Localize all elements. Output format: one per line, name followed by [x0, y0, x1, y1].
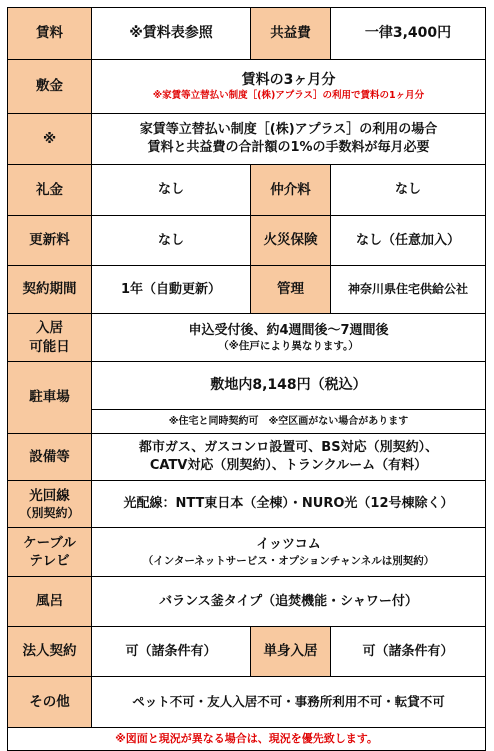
contract-label: 契約期間: [8, 266, 92, 314]
deposit-note: ※家賃等立替払い制度［(株)アプラス］の利用で賃料の1ヶ月分: [152, 89, 425, 101]
fiber-value: 光配線：NTT東日本（全棟）・NURO光（12号棟除く）: [92, 481, 486, 528]
row-contract: [8, 266, 486, 314]
row-bath: [8, 577, 486, 627]
common-fee-value: 一律3,400円: [331, 8, 486, 60]
rent-value: ※賃料表参照: [92, 8, 251, 60]
parking-note: ※住宅と同時契約可 ※空区画がない場合があります: [168, 415, 409, 427]
move-in-label-line2: 可能日: [29, 338, 70, 355]
facilities-line2: CATV対応（別契約）、トランクルーム（有料）: [149, 458, 428, 473]
row-move-in: [8, 314, 486, 362]
single-occupancy-label: 単身入居: [251, 627, 331, 677]
other-value: ペット不可・友人入居不可・事務所利用不可・転貸不可: [92, 677, 486, 728]
row-parking: [8, 362, 486, 434]
facilities-line1: 都市ガス、ガスコンロ設置可、BS対応（別契約）、: [138, 440, 439, 456]
brokerage-value: なし: [331, 165, 486, 216]
row-footer: [8, 728, 486, 751]
cable-label-line1: ケーブル: [23, 534, 76, 551]
parking-note-box: [92, 410, 485, 433]
row-other: [8, 677, 486, 728]
kome-line1: 家賃等立替払い制度［(株)アプラス］の利用の場合: [139, 122, 438, 138]
facilities-cell: [92, 434, 486, 481]
property-terms-sheet: [7, 7, 485, 751]
move-in-label-line1: 入居: [36, 320, 63, 337]
fire-insurance-value: なし（任意加入）: [331, 216, 486, 266]
fiber-label: [8, 481, 92, 528]
cable-cell: [92, 528, 486, 577]
row-kome: [8, 114, 486, 165]
cable-line1: イッツコム: [256, 537, 321, 553]
row-rent: [8, 8, 486, 60]
deposit-value: 賃料の3ヶ月分: [241, 71, 336, 88]
parking-value: 敷地内8,148円（税込）: [210, 377, 367, 394]
renewal-label: 更新料: [8, 216, 92, 266]
row-facilities: [8, 434, 486, 481]
move-in-line1: 申込受付後、約4週間後～7週間後: [188, 322, 389, 338]
other-label: その他: [8, 677, 92, 728]
bath-value: バランス釜タイプ（追焚機能・シャワー付）: [92, 577, 486, 627]
footer-note: ※図面と現況が異なる場合は、現況を優先致します。: [8, 728, 486, 751]
fire-insurance-label: 火災保険: [251, 216, 331, 266]
move-in-cell: [92, 314, 486, 362]
key-money-value: なし: [92, 165, 251, 216]
move-in-label: [8, 314, 92, 362]
management-label: 管理: [251, 266, 331, 314]
key-money-label: 礼金: [8, 165, 92, 216]
terms-table: [7, 7, 486, 751]
kome-line2: 賃料と共益費の合計額の1%の手数料が毎月必要: [147, 140, 430, 155]
fiber-label-line1: 光回線: [29, 487, 70, 504]
corporate-value: 可（諸条件有）: [92, 627, 251, 677]
parking-label: 駐車場: [8, 362, 92, 434]
row-renewal: [8, 216, 486, 266]
row-key-money: [8, 165, 486, 216]
kome-cell: [92, 114, 486, 165]
cable-label: [8, 528, 92, 577]
corporate-label: 法人契約: [8, 627, 92, 677]
row-cable: [8, 528, 486, 577]
deposit-cell: [92, 60, 486, 114]
facilities-label: 設備等: [8, 434, 92, 481]
rent-label: 賃料: [8, 8, 92, 60]
row-fiber: [8, 481, 486, 528]
contract-value: 1年（自動更新）: [92, 266, 251, 314]
move-in-line2: （※住戸により異なります。）: [218, 340, 359, 353]
cable-line2: （インターネットサービス・オプションチャンネルは別契約）: [142, 554, 435, 567]
renewal-value: なし: [92, 216, 251, 266]
common-fee-label: 共益費: [251, 8, 331, 60]
parking-value-box: [92, 362, 485, 410]
deposit-label: 敷金: [8, 60, 92, 114]
kome-label: ※: [8, 114, 92, 165]
row-corporate: [8, 627, 486, 677]
row-deposit: [8, 60, 486, 114]
single-occupancy-value: 可（諸条件有）: [331, 627, 486, 677]
cable-label-line2: テレビ: [29, 553, 70, 569]
bath-label: 風呂: [8, 577, 92, 627]
brokerage-label: 仲介料: [251, 165, 331, 216]
parking-cell: [92, 362, 486, 434]
management-value: 神奈川県住宅供給公社: [331, 266, 486, 314]
fiber-label-line2: （別契約）: [19, 506, 80, 521]
